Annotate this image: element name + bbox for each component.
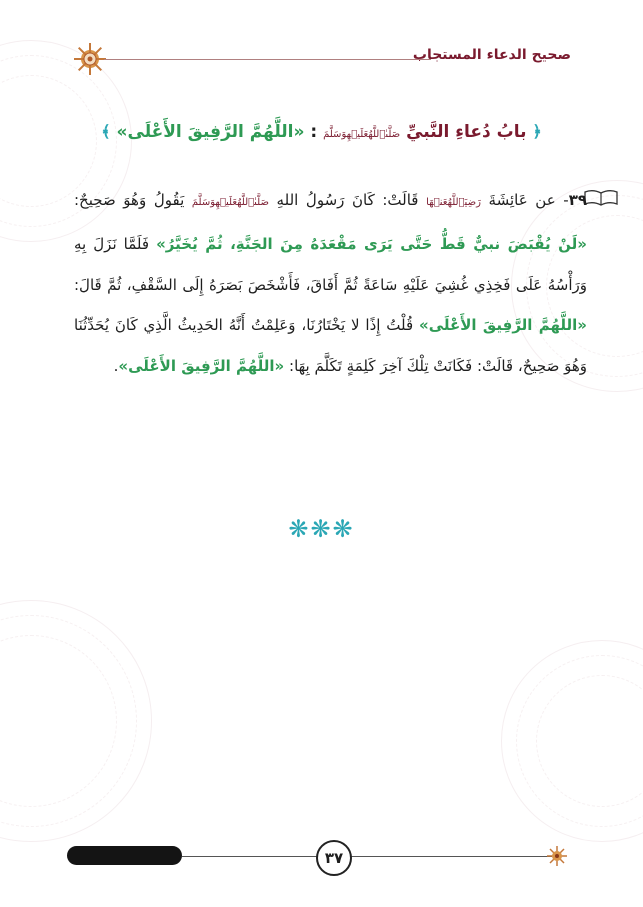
honorific-salawat: صَلَّىٰٱللَّهُعَلَيۡهِوَسَلَّمَ — [323, 129, 401, 140]
chapter-supplication: «اللَّهُمَّ الرَّفِيقَ الأَعْلَى» — [116, 122, 305, 142]
running-header-title: صحيح الدعاء المستجاب — [412, 47, 571, 63]
supplication-quote: «اللَّهُمَّ الرَّفِيقَ الأَعْلَى» — [118, 357, 285, 376]
narration-text: قَالَتْ: كَانَ رَسُولُ اللهِ — [268, 191, 427, 209]
sun-medallion-icon — [547, 846, 567, 866]
heading-colon: : — [304, 122, 318, 142]
footer-bar — [67, 846, 182, 865]
honorific-radiallahu: رَضِيَٱللَّهُعَنۡهَا — [426, 197, 481, 208]
chapter-heading — [60, 122, 583, 150]
narration-text: فَلَمَّا نَزَلَ بِهِ وَرَأْسُهُ عَلَى فَخِذِي غُشِيَ عَلَيْهِ سَاعَةً ثُمَّ أَفَاقَ، فَأَشْخَصَ بَصَرَهُ إِلَى السَّقْفِ، ثُمَّ قَالَ: — [74, 234, 587, 294]
background-mandala — [501, 640, 643, 842]
sun-medallion-icon — [73, 42, 107, 76]
narration-text: يَقُولُ وَهُوَ صَحِيحٌ: — [74, 191, 192, 209]
open-book-icon — [583, 189, 619, 207]
narration-text: قُلْتُ إِذًا لا يَخْتَارُنَا، وَعَلِمْتُ أَنَّهُ الحَدِيثُ الَّذِي كَانَ يُحَدِّثُنَا وَهُوَ صَحِيحٌ، قَالَتْ: فَكَانَتْ تِلْكَ آخِرَ كَلِمَةٍ تَكَلَّمَ بِهَا: — [74, 316, 587, 376]
background-mandala — [0, 600, 152, 842]
section-divider-stars: ❋❋❋ — [288, 515, 355, 543]
footer-rule — [182, 856, 552, 857]
chapter-title: بابُ دُعاءِ النَّبيِّ — [406, 122, 527, 142]
supplication-quote: «اللَّهُمَّ الرَّفِيقَ الأَعْلَى» — [419, 316, 587, 335]
closing-period: . — [113, 357, 119, 376]
prophetic-quote: «لَنْ يُقْبَضَ نبيٌّ قَطُّ حَتَّى يَرَى مَقْعَدَهُ مِنَ الجَنَّةِ، ثُمَّ يُخَيَّرُ» — [156, 234, 587, 253]
hadith-text — [74, 180, 587, 387]
header-rule — [104, 59, 431, 60]
hadith-dash: - — [555, 191, 569, 209]
ornament-open-icon: ﴿ — [532, 122, 542, 141]
narrator-text: عن عَائِشَةَ — [480, 191, 556, 209]
ornament-close-icon: ﴾ — [101, 122, 111, 141]
honorific-salawat-inline: صَلَّىٰٱللَّهُعَلَيۡهِوَسَلَّمَ — [191, 197, 269, 208]
hadith-number: ٣٩ — [568, 191, 587, 209]
page-number: ٣٧ — [316, 840, 352, 876]
